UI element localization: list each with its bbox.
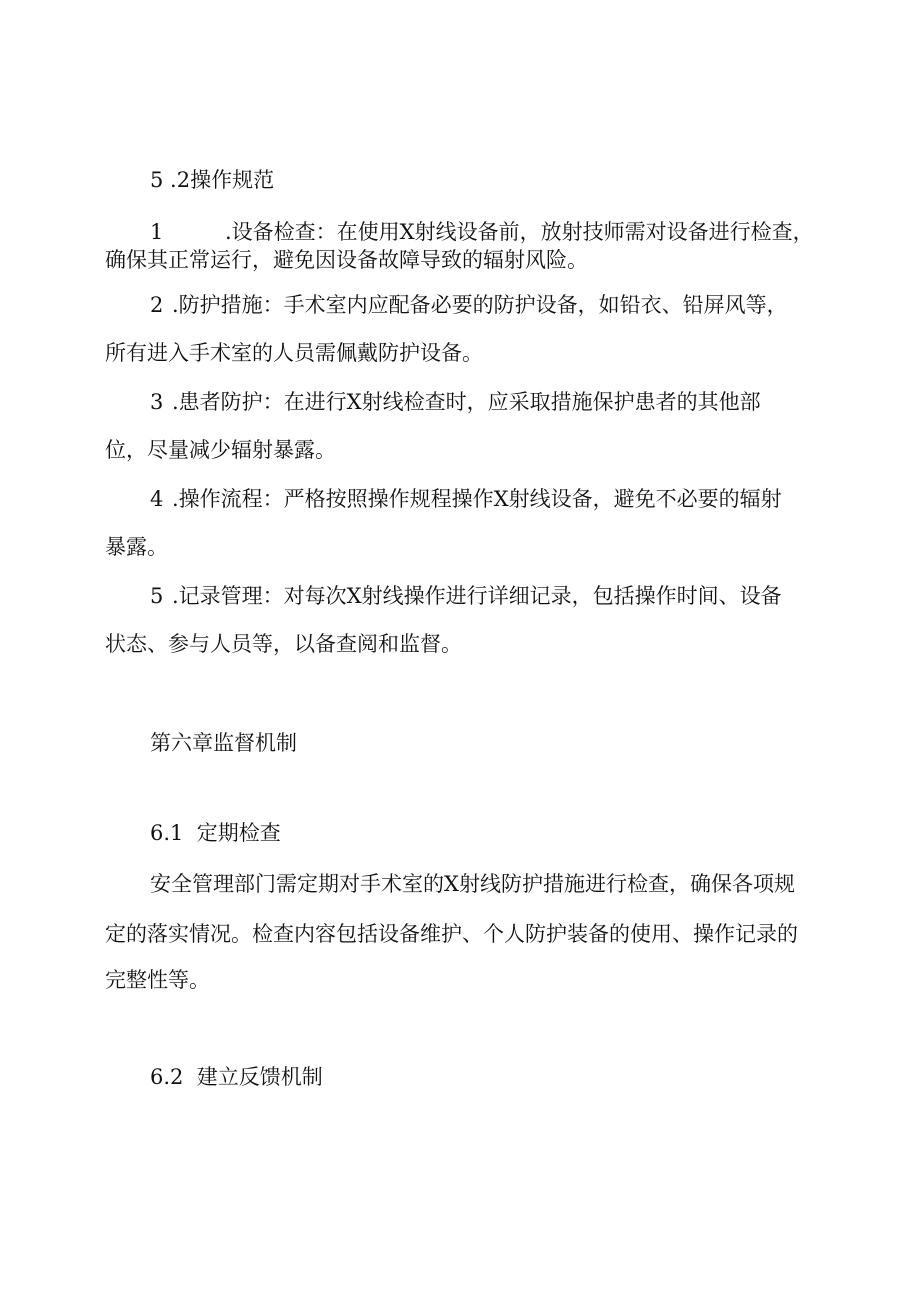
list-item-3-text: .患者防护：在进行X射线检查时，应采取措施保护患者的其他部 — [172, 390, 761, 414]
list-item-2-line-1 — [150, 293, 788, 317]
list-item-4-line-2: 暴露。 — [105, 535, 168, 559]
list-item-1-number: 1 — [150, 220, 164, 244]
list-item-5-text: .记录管理：对每次X射线操作进行详细记录，包括操作时间、设备 — [172, 584, 782, 608]
list-item-1-line-2: 确保其正常运行，避免因设备故障导致的辐射风险。 — [105, 248, 588, 272]
list-item-4-line-1 — [150, 487, 782, 511]
list-item-3-number: 3 — [150, 390, 164, 414]
section-6-2-heading: 6.2 建立反馈机制 — [150, 1065, 323, 1089]
list-item-2-number: 2 — [150, 293, 164, 317]
list-item-4-text: .操作流程：严格按照操作规程操作X射线设备，避免不必要的辐射 — [172, 487, 782, 511]
list-item-5-line-2: 状态、参与人员等，以备查阅和监督。 — [105, 632, 462, 656]
list-item-1-text: .设备检查：在使用X射线设备前，放射技师需对设备进行检查， — [225, 220, 814, 244]
list-item-3-line-2: 位，尽量减少辐射暴露。 — [105, 438, 336, 462]
section-6-1-paragraph-line-3: 完整性等。 — [105, 968, 210, 992]
list-item-1-line-1 — [150, 220, 814, 244]
section-6-1-heading: 6.1 定期检查 — [150, 821, 281, 845]
section-5-2-heading: 5 .2操作规范 — [150, 168, 275, 192]
chapter-6-title: 第六章监督机制 — [150, 731, 297, 755]
list-item-5-line-1 — [150, 584, 782, 608]
list-item-4-number: 4 — [150, 487, 164, 511]
list-item-5-number: 5 — [150, 584, 164, 608]
section-6-1-paragraph-line-2: 定的落实情况。检查内容包括设备维护、个人防护装备的使用、操作记录的 — [105, 922, 798, 946]
section-6-1-paragraph-line-1: 安全管理部门需定期对手术室的X射线防护措施进行检查，确保各项规 — [150, 872, 795, 896]
list-item-2-line-2: 所有进入手术室的人员需佩戴防护设备。 — [105, 341, 483, 365]
list-item-3-line-1 — [150, 390, 761, 414]
list-item-2-text: .防护措施：手术室内应配备必要的防护设备，如铅衣、铅屏风等， — [172, 293, 788, 317]
